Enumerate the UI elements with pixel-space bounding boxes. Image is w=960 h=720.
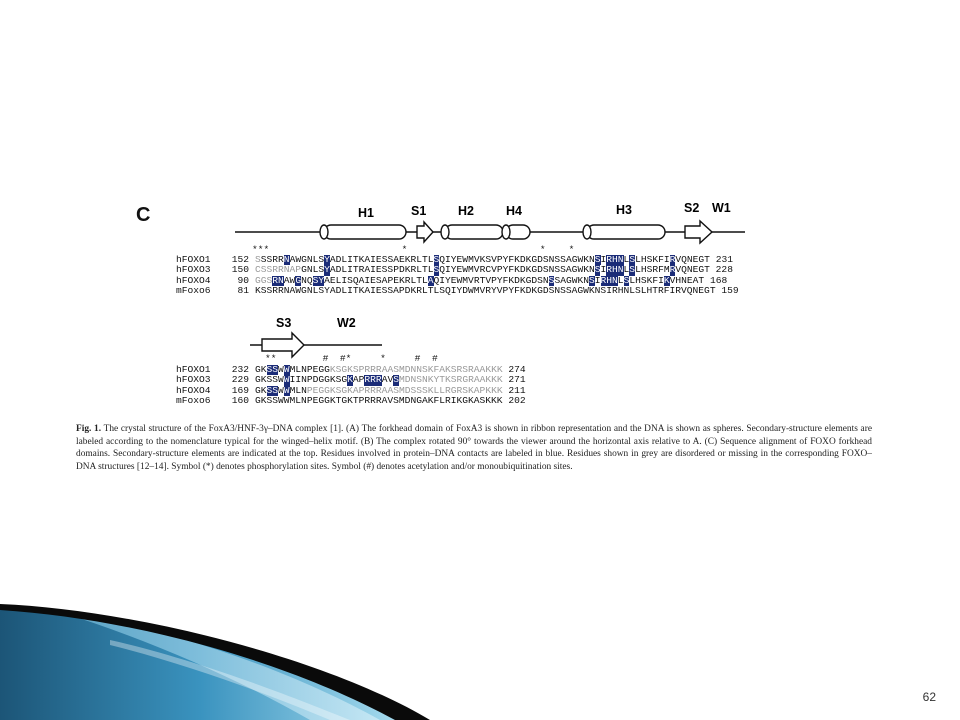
residues: ADLITKAIESSAEKRLTL <box>329 254 434 265</box>
residues: AP <box>352 374 365 386</box>
residues: KSSRRNAWGNLSYADLITKAIESSAPDKRLTLSQIYDWMVRYVPYFKDKGDSNSSAGWKNSIRHNLSLHTRFIRVQNEGT <box>255 285 716 297</box>
residues: MLN <box>289 384 307 396</box>
residues: I <box>600 264 607 276</box>
sequence-start: 90 <box>237 274 249 286</box>
residues: L <box>617 274 624 286</box>
sequence-end: 159 <box>715 285 739 297</box>
residues: W <box>278 364 284 375</box>
contact-residues: A <box>427 274 434 286</box>
sequence-start: 160 <box>231 395 249 407</box>
contact-residues: W <box>283 374 290 386</box>
sequence-end: 274 <box>502 364 526 375</box>
residues: AV <box>381 374 394 386</box>
contact-residues: SS <box>266 364 279 375</box>
figure-caption <box>76 423 872 473</box>
contact-residues: S <box>433 254 440 265</box>
contact-residues: K <box>347 374 353 386</box>
residues: QIYEWMVKSVPYFKDKGDSNSSAGWKN <box>439 254 595 265</box>
site-markers-top: *** * * * <box>252 244 575 255</box>
sequence-end: 168 <box>704 274 728 286</box>
sequence-start: 229 <box>231 374 249 386</box>
ss-label-h2: H2 <box>458 204 474 218</box>
contact-residues: S <box>588 274 595 286</box>
contact-residues: W <box>283 384 290 396</box>
sequence-end: 211 <box>502 384 526 396</box>
residues: W <box>278 384 284 396</box>
sequence-end: 231 <box>709 254 733 265</box>
contact-residues: G <box>295 274 302 286</box>
contact-residues: R <box>669 264 676 276</box>
alignment-block-2 <box>176 365 526 407</box>
residues: VQNEGT <box>675 264 710 276</box>
contact-residues: SS <box>266 384 279 396</box>
ss-label-s2: S2 <box>684 201 700 215</box>
contact-residues: N <box>283 254 290 265</box>
ss-label-w2: W2 <box>337 316 356 330</box>
residues: I <box>594 274 601 286</box>
sequence-name: hFOXO4 <box>176 384 211 396</box>
alignment-row <box>176 396 526 406</box>
residues: L <box>623 254 630 265</box>
ss-label-w1: W1 <box>712 201 731 215</box>
contact-residues: RHN <box>600 274 618 286</box>
panel-letter: C <box>136 204 151 226</box>
sequence-end: 202 <box>502 395 526 407</box>
residues: MLNPEGG <box>289 364 330 375</box>
disordered-residues: S <box>255 254 261 265</box>
residues: LHSRFM <box>635 264 670 276</box>
residues: GKSSW <box>255 374 284 386</box>
sequence-residues <box>255 396 503 406</box>
residues: AELISQAIESAPEKRLTL <box>324 274 428 286</box>
sequence-name: hFOXO3 <box>176 374 211 386</box>
residues: AWGNLS <box>289 254 325 265</box>
residues: GK <box>255 384 267 396</box>
caption-label: Fig. 1. <box>76 424 102 434</box>
caption-text: The crystal structure of the FoxA3/HNF-3γ–DNA complex [1]. (A) The forkhead domain of FoxA3 is shown in ribbon representation and the DNA is shown as spheres. Secondary-structure elements are labeled according to the nomenclature typical for the winged–helix motif. (B) The complex rotated 90° towards the viewer around the horizontal axis relative to A. (C) Sequence alignment of FOXO forkhead domains. Secondary-structure elements are indicated at the top. Residues involved in protein–DNA contacts are labeled in blue. Residues shown in grey are disordered or missing in the corresponding FOXO–DNA structures [12–14]. Symbol (*) denotes phosphorylation sites. Symbol (#) denotes acetylation and/or monoubiquitination sites. <box>76 424 872 472</box>
sequence-start: 150 <box>231 264 249 276</box>
ss-label-h4: H4 <box>506 204 522 218</box>
contact-residues: RRR <box>364 374 382 386</box>
sequence-start: 152 <box>231 254 249 265</box>
sequence-name: hFOXO1 <box>176 254 211 265</box>
disordered-residues: PEGGKSGKAPRRRAASMDSSSKLLRGRSKAPKKK <box>306 384 503 396</box>
contact-residues: S <box>594 264 601 276</box>
sequence-name: hFOXO1 <box>176 364 211 375</box>
contact-residues: S <box>393 374 399 386</box>
residues: SAGWKN <box>554 274 589 286</box>
contact-residues: W <box>283 364 290 375</box>
residues: GNLS <box>301 264 325 276</box>
site-markers-bottom: ** # #* * # # <box>265 353 438 364</box>
sequence-start: 81 <box>237 285 249 297</box>
disordered-residues: KSGKSPRRRAASMDNNSKFAKSRSRAAKKK <box>329 364 503 375</box>
sequence-start: 232 <box>231 364 249 375</box>
sequence-name: hFOXO4 <box>176 274 211 286</box>
ss-label-h3: H3 <box>616 203 632 217</box>
sequence-name: mFoxo6 <box>176 285 211 297</box>
contact-residues: S <box>623 274 630 286</box>
contact-residues: RHN <box>606 254 624 265</box>
contact-residues: Y <box>324 264 330 276</box>
ss-label-h1: H1 <box>358 206 374 220</box>
contact-residues: SY <box>312 274 325 286</box>
contact-residues: S <box>548 274 555 286</box>
disordered-residues: GGS <box>255 274 273 286</box>
residues: I <box>600 254 607 265</box>
residues: SSRR <box>260 254 284 265</box>
residues: L <box>623 264 630 276</box>
disordered-residues: MDNSNKYTKSRGRAAKKK <box>398 374 503 386</box>
contact-residues: RHN <box>606 264 624 276</box>
residues: ADLITRAIESSPDKRLTL <box>329 264 434 276</box>
residues: VQNEGT <box>675 254 710 265</box>
contact-residues: R <box>669 254 676 265</box>
sequence-name: hFOXO3 <box>176 264 211 276</box>
sequence-start: 169 <box>231 384 249 396</box>
contact-residues: S <box>629 254 636 265</box>
contact-residues: RN <box>272 274 284 286</box>
residues: NQ <box>301 274 313 286</box>
residues: AW <box>283 274 296 286</box>
sequence-residues <box>255 286 716 296</box>
residues: GK <box>255 364 267 375</box>
alignment-block-1 <box>176 255 739 297</box>
disordered-residues: CSSRRNAP <box>255 264 302 276</box>
residues: LHSKFI <box>635 254 670 265</box>
residues: LHSKFI <box>629 274 664 286</box>
residues: GKSSWWMLNPEGGKTGKTPRRRAVSMDNGAKFLRIKGKASKKK <box>255 395 503 407</box>
residues: VHNEAT <box>669 274 705 286</box>
sequence-end: 271 <box>502 374 526 386</box>
contact-residues: S <box>629 264 636 276</box>
residues: QIYEWMVRTVPYFKDKGDSN <box>433 274 549 286</box>
sequence-end: 228 <box>709 264 733 276</box>
ss-label-s1: S1 <box>411 204 427 218</box>
contact-residues: Y <box>324 254 330 265</box>
residues: IINPDGGKSG <box>289 374 348 386</box>
sequence-name: mFoxo6 <box>176 395 211 407</box>
contact-residues: K <box>663 274 670 286</box>
contact-residues: S <box>433 264 440 276</box>
page-number: 62 <box>922 690 936 704</box>
residues: QIYEWMVRCVPYFKDKGDSNSSAGWKN <box>439 264 595 276</box>
alignment-row <box>176 286 739 296</box>
contact-residues: S <box>594 254 601 265</box>
ss-label-s3: S3 <box>276 316 292 330</box>
